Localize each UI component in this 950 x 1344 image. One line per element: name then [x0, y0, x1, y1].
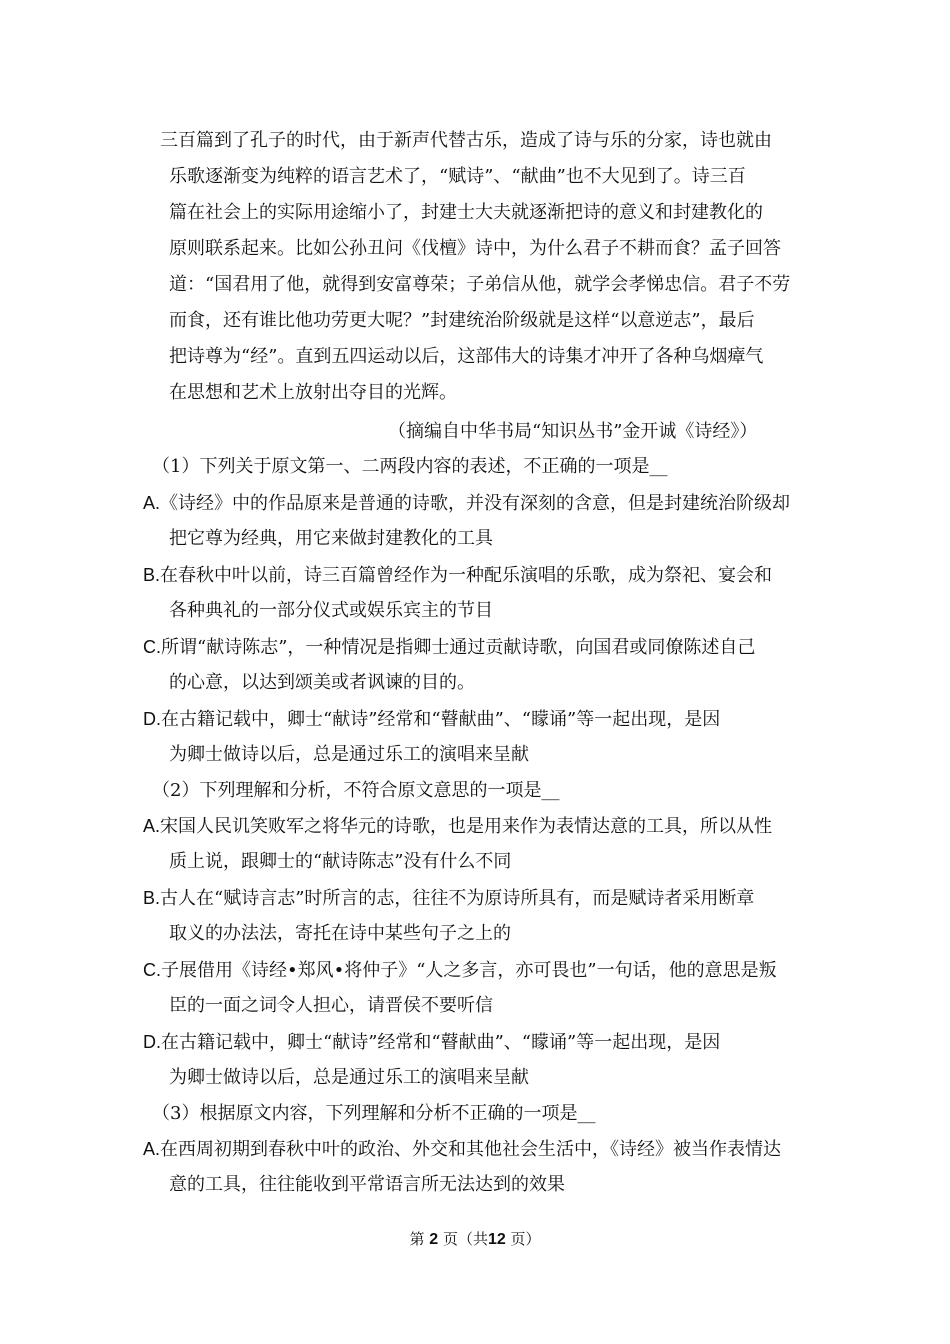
option-text: 《诗经》中的作品原来是普通的诗歌，并没有深刻的含意，但是封建统治阶级却 — [160, 493, 791, 514]
question-stem-1: （1）下列关于原文第一、二两段内容的表述，不正确的一项是__ — [152, 456, 668, 477]
option-letter: B. — [143, 888, 161, 908]
option-letter: A. — [143, 1139, 161, 1159]
footer-suffix: 页） — [510, 1230, 541, 1248]
option-text: 宋国人民讥笑败军之将华元的诗歌，也是用来作为表情达意的工具，所以从性 — [160, 816, 773, 837]
option-text-continued: 为卿士做诗以后，总是通过乐工的演唱来呈献 — [169, 744, 529, 765]
option-text-continued: 的心意，以达到颂美或者讽谏的目的。 — [169, 672, 475, 693]
passage-line: 道：“国君用了他，就得到安富尊荣；子弟信从他，就学会孝悌忠信。君子不劳 — [169, 274, 791, 295]
question-2-option-a[interactable] — [143, 814, 772, 839]
passage-line: 乐歌逐渐变为纯粹的语言艺术了，“赋诗”、“献曲”也不大见到了。诗三百 — [169, 166, 746, 187]
passage-line: 把诗尊为“经”。直到五四运动以后，这部伟大的诗集才冲开了各种乌烟瘴气 — [169, 346, 764, 367]
question-stem-2: （2）下列理解和分析，不符合原文意思的一项是__ — [152, 780, 560, 801]
question-3-option-a[interactable] — [143, 1137, 781, 1162]
option-text: 在古籍记载中，卿士“献诗”经常和“瞽献曲”、“矇诵”等一起出现，是因 — [161, 709, 721, 730]
option-text-continued: 把它尊为经典，用它来做封建教化的工具 — [169, 528, 493, 549]
question-2-option-c[interactable] — [143, 958, 777, 983]
option-letter: C. — [143, 960, 161, 980]
passage-line: 在思想和艺术上放射出夺目的光辉。 — [169, 382, 457, 403]
option-letter: A. — [143, 816, 161, 836]
option-text: 在春秋中叶以前，诗三百篇曾经作为一种配乐演唱的乐歌，成为祭祀、宴会和 — [160, 565, 773, 586]
question-1-option-c[interactable] — [143, 635, 755, 660]
passage-line: 三百篇到了孔子的时代，由于新声代替古乐，造成了诗与乐的分家，诗也就由 — [160, 130, 772, 151]
option-text-continued: 取义的办法法，寄托在诗中某些句子之上的 — [169, 923, 511, 944]
option-text-continued: 质上说，跟卿士的“献诗陈志”没有什么不同 — [169, 851, 512, 872]
question-1-option-b[interactable] — [143, 563, 772, 588]
footer-prefix: 第 — [409, 1230, 425, 1248]
option-text: 所谓“献诗陈志”，一种情况是指卿士通过贡献诗歌，向国君或同僚陈述自己 — [161, 637, 756, 658]
passage-source: （摘编自中华书局“知识丛书”金开诚《诗经》） — [388, 421, 758, 442]
page-footer — [0, 1229, 950, 1250]
option-text: 在西周初期到春秋中叶的政治、外交和其他社会生活中，《诗经》被当作表情达 — [160, 1139, 782, 1160]
total-pages: 12 — [487, 1231, 506, 1248]
option-letter: C. — [143, 637, 161, 657]
passage-line: 而食，还有谁比他功劳更大呢？”封建统治阶级就是这样“以意逆志”，最后 — [169, 310, 755, 331]
option-text: 子展借用《诗经•郑风•将仲子》“人之多言，亦可畏也”一句话，他的意思是叛 — [161, 960, 777, 981]
question-2-option-b[interactable] — [143, 886, 754, 911]
passage-line: 篇在社会上的实际用途缩小了，封建士大夫就逐渐把诗的意义和封建教化的 — [169, 202, 763, 223]
option-text-continued: 为卿士做诗以后，总是通过乐工的演唱来呈献 — [169, 1067, 529, 1088]
question-2-option-d[interactable] — [143, 1030, 720, 1055]
footer-middle: 页（共 — [442, 1230, 488, 1248]
option-text: 古人在“赋诗言志”时所言的志，往往不为原诗所具有，而是赋诗者采用断章 — [160, 888, 755, 909]
question-1-option-a[interactable] — [143, 491, 790, 516]
option-letter: D. — [143, 709, 161, 729]
option-letter: A. — [143, 493, 161, 513]
passage-line: 原则联系起来。比如公孙丑问《伐檀》诗中，为什么君子不耕而食？孟子回答 — [169, 238, 781, 259]
option-text-continued: 意的工具，往往能收到平常语言所无法达到的效果 — [169, 1174, 565, 1195]
question-1-option-d[interactable] — [143, 707, 720, 732]
option-text: 在古籍记载中，卿士“献诗”经常和“瞽献曲”、“矇诵”等一起出现，是因 — [161, 1032, 721, 1053]
option-text-continued: 臣的一面之词令人担心，请晋侯不要听信 — [169, 995, 493, 1016]
page-number: 2 — [429, 1231, 439, 1248]
question-stem-3: （3）根据原文内容，下列理解和分析不正确的一项是__ — [152, 1103, 596, 1124]
option-letter: D. — [143, 1032, 161, 1052]
option-letter: B. — [143, 565, 161, 585]
option-text-continued: 各种典礼的一部分仪式或娱乐宾主的节目 — [169, 600, 493, 621]
